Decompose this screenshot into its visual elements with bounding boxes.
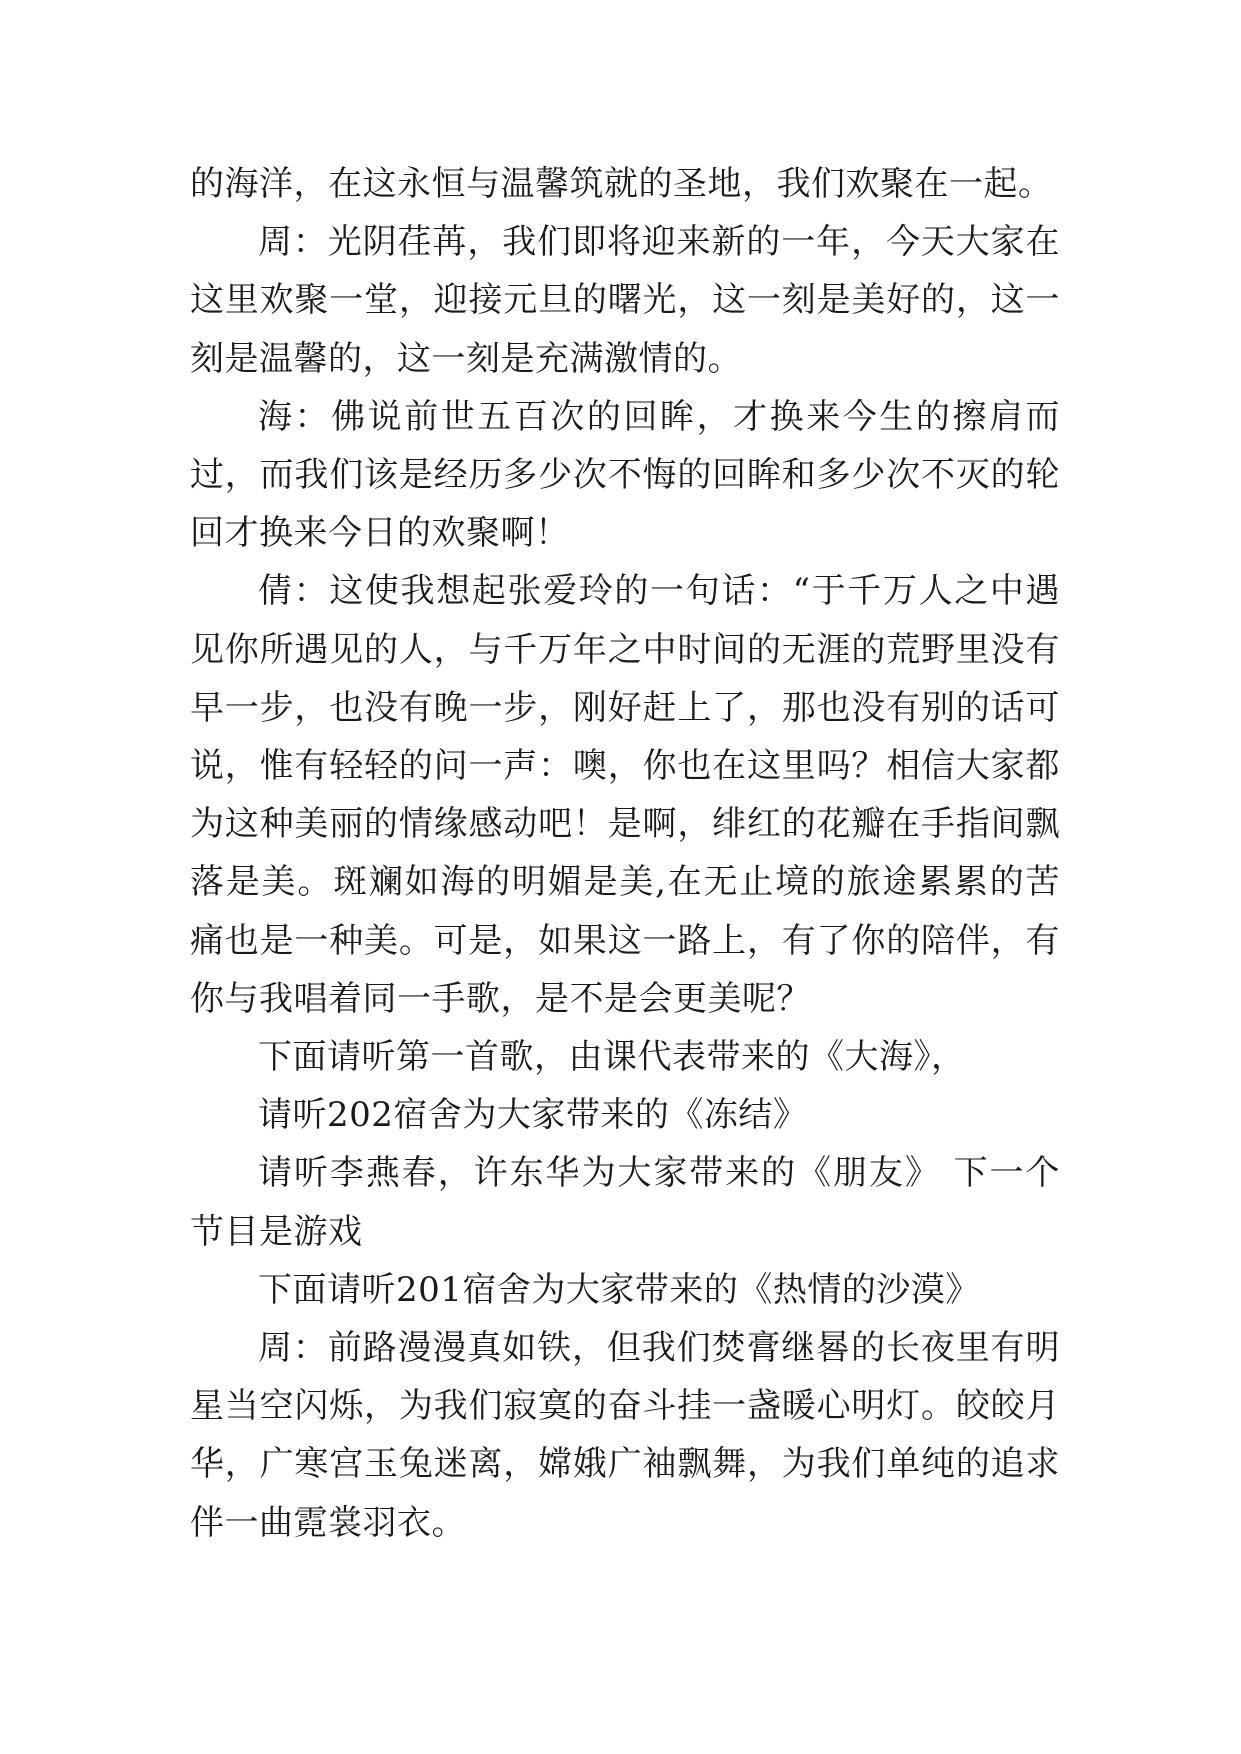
- paragraph-opening-continuation: 的海洋，在这永恒与温馨筑就的圣地，我们欢聚在一起。: [190, 164, 1053, 204]
- paragraph-dorm-202-song: 请听202宿舍为大家带来的《冻结》: [258, 1095, 808, 1136]
- paragraph-first-song: 下面请听第一首歌，由课代表带来的《大海》，: [258, 1037, 966, 1078]
- paragraph-zhou-road-ahead: 周：前路漫漫真如铁，但我们焚膏继晷的长夜里有明星当空闪烁，为我们寂寞的奋斗挂一盏暖心明灯。皎皎月华，广寒宫玉兔迷离，嫦娥广袖飘舞，为我们单纯的追求伴一曲霓裳羽衣。: [190, 1328, 1060, 1543]
- body-text: [190, 155, 1060, 1552]
- paragraph-dorm-201-song: 下面请听201宿舍为大家带来的《热情的沙漠》: [258, 1269, 980, 1310]
- paragraph-friends-song: 请听李燕春，许东华为大家带来的《朋友》 下一个节目是游戏: [190, 1153, 1060, 1252]
- paragraph-qian-zhang-ailing: 倩：这使我想起张爱玲的一句话：“于千万人之中遇见你所遇见的人，与千万年之中时间的无涯的荒野里没有早一步，也没有晚一步，刚好赶上了，那也没有别的话可说，惟有轻轻的问一声：噢，你也在这里吗？相信大家都为这种美丽的情缘感动吧！是啊，绯红的花瓣在手指间飘落是美。斑斓如海的明媚是美,在无止境的旅途累累的苦痛也是一种美。可是，如果这一路上，有了你的陪伴，有你与我唱着同一手歌，是不是会更美呢？: [190, 571, 1060, 1019]
- paragraph-zhou-new-year: 周：光阴荏苒，我们即将迎来新的一年，今天大家在这里欢聚一堂，迎接元旦的曙光，这一刻是美好的，这一刻是温馨的，这一刻是充满激情的。: [190, 222, 1060, 379]
- paragraph-hai-buddha: 海：佛说前世五百次的回眸，才换来今生的擦肩而过，而我们该是经历多少次不悔的回眸和多少次不灭的轮回才换来今日的欢聚啊！: [190, 396, 1060, 554]
